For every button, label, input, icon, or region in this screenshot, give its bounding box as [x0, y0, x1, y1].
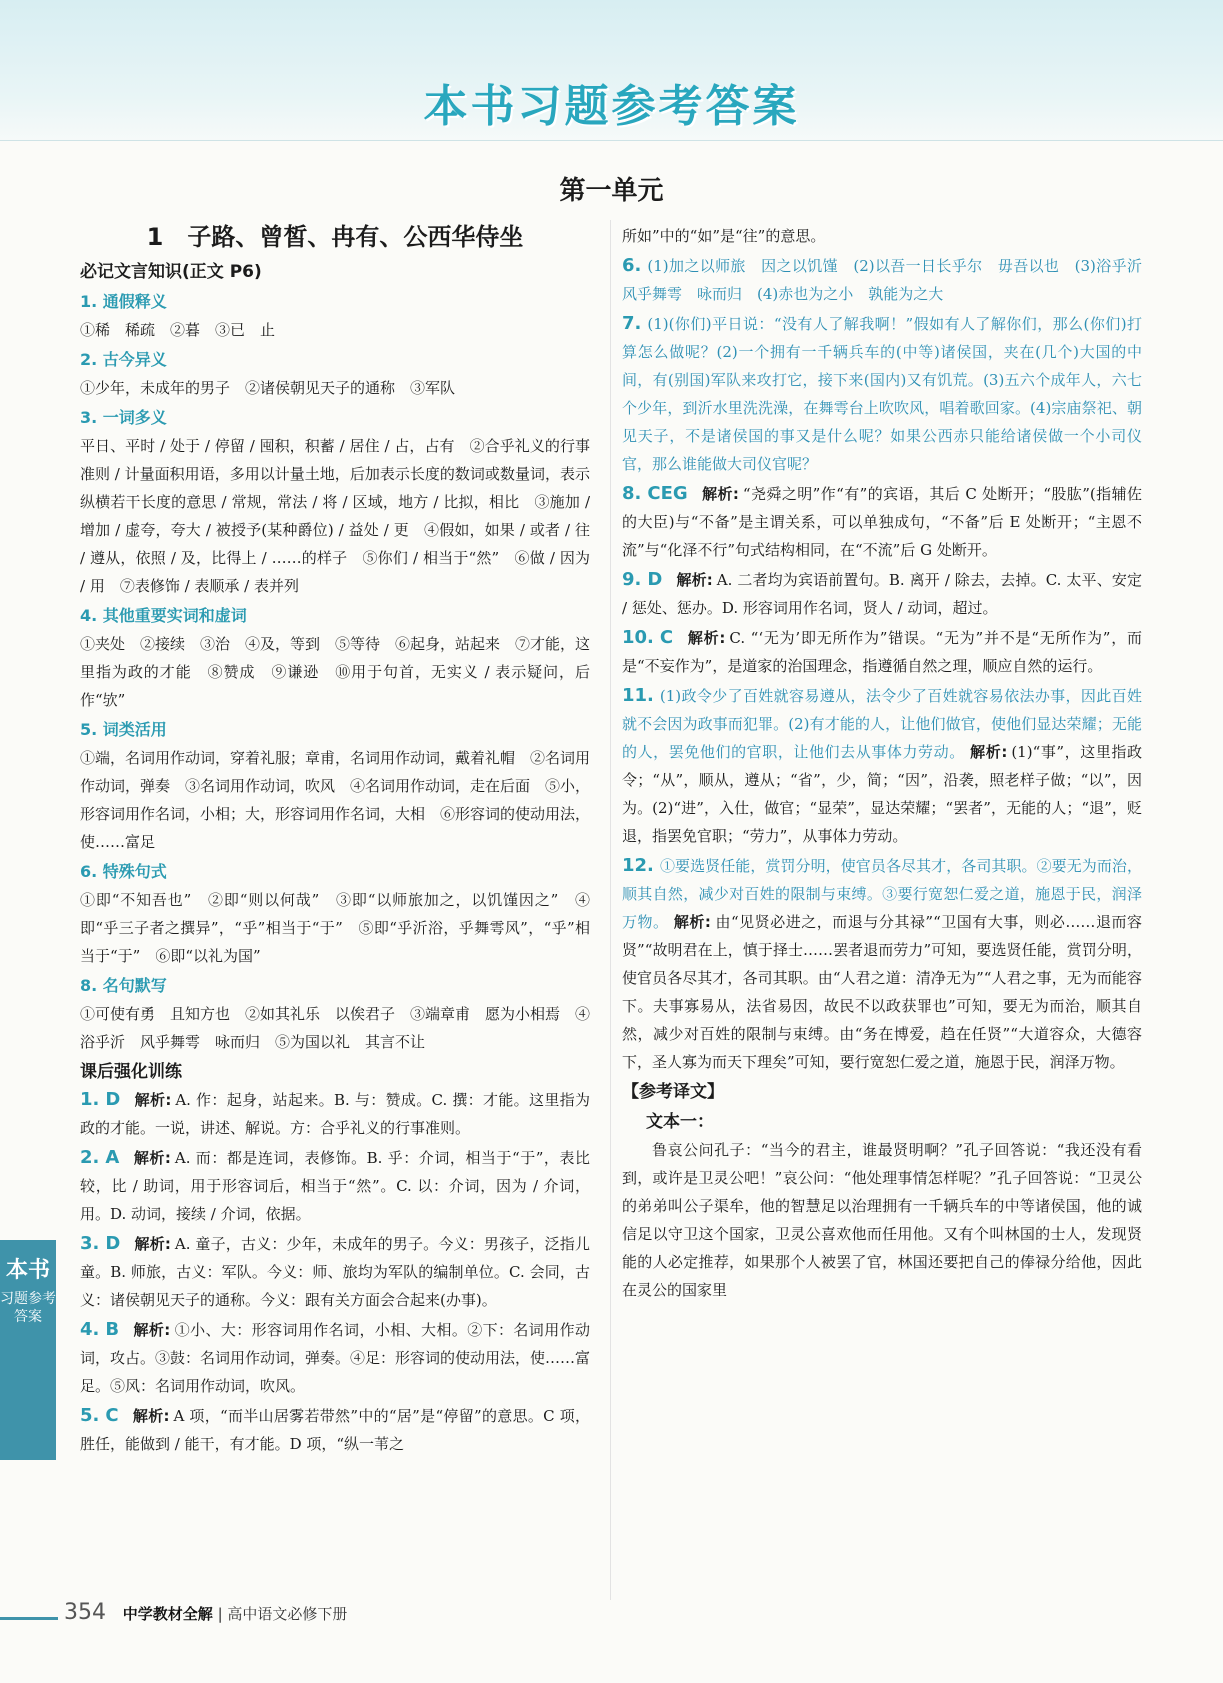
analysis-label: 解析:	[133, 1321, 171, 1339]
section-title: 3. 一词多义	[80, 408, 167, 427]
section-text: ①稀 稀疏 ②暮 ③已 止	[80, 321, 276, 339]
column-divider	[610, 220, 611, 1600]
answer-item	[622, 480, 1142, 564]
text-one-title: 文本一：	[646, 1112, 714, 1132]
analysis-text: “尧舜之明”作“有”的宾语，其后 C 处断开；“股肱”(指辅佐的大臣)与“不备”是主谓关系，可以单独成句，“不备”后 E 处断开；“主恩不流”与“化泽不行”句式结构相同，在“不流”后 G 处断开。	[622, 485, 1142, 559]
analysis-label: 解析:	[687, 629, 726, 647]
analysis-text: C. “‘无为’即无所作为”错误。“无为”并不是“无所作为”，而是“不妄作为”，是道家的治国理念，指遵循自然之理，顺应自然的运行。	[622, 629, 1142, 675]
answer-text: (1)(你们)平日说：“没有人了解我啊！”假如有人了解你们，那么(你们)打算怎么做呢？(2)一个拥有一千辆兵车的(中等)诸侯国，夹在(几个)大国的中间，有(别国)军队来攻打它，接下来(国内)又有饥荒。(3)五六个成年人，六七个少年，到沂水里洗洗澡，在舞雩台上吹吹风，唱着歌回家。(4)宗庙祭祀、朝见天子，不是诸侯国的事又是什么呢？如果公西赤只能给诸侯做一个小司仪官，那么谁能做大司仪官呢？	[622, 315, 1142, 473]
side-tab-subtitle: 习题参考答案	[0, 1291, 56, 1325]
lesson-title: 1 子路、曾皙、冉有、公西华侍坐	[146, 223, 524, 251]
answer-item	[80, 1230, 590, 1314]
knowledge-section	[80, 972, 590, 1056]
footer-separator: |	[217, 1605, 228, 1623]
question-number: 6.	[622, 255, 642, 276]
answer-letter: B	[105, 1319, 120, 1340]
question-number: 2.	[80, 1147, 100, 1168]
answer-text: (1)加之以师旅 因之以饥馑 (2)以吾一日长乎尔 毋吾以也 (3)浴乎沂 风乎舞雩 咏而归 (4)赤也为之小 孰能为之大	[622, 257, 1158, 303]
analysis-label: 解析:	[970, 743, 1008, 761]
section-title: 6. 特殊句式	[80, 862, 167, 881]
side-tab-title: 本书	[5, 1258, 50, 1283]
section-title: 8. 名句默写	[80, 976, 167, 995]
section-text: ①可使有勇 且知方也 ②如其礼乐 以俟君子 ③端章甫 愿为小相焉 ④浴乎沂 风乎舞雩 咏而归 ⑤为国以礼 其言不让	[80, 1005, 591, 1051]
answer-item	[622, 252, 1158, 308]
analysis-label: 解析:	[132, 1407, 170, 1425]
knowledge-section	[80, 346, 590, 402]
question-number: 7.	[622, 313, 642, 334]
book-name: 中学教材全解	[122, 1605, 213, 1623]
left-column	[80, 222, 590, 1460]
question-number: 10.	[622, 627, 654, 648]
answer-letter: D	[647, 569, 663, 590]
answer-item	[80, 1402, 590, 1458]
question-number: 3.	[80, 1233, 100, 1254]
section-text: 平日、平时 / 处于 / 停留 / 囤积，积蓄 / 居住 / 占，占有 ②合乎礼义的行事准则 / 计量面积用语，多用以计量土地，后加表示长度的数词或数量词，表示纵横若干长度的意思 / 常规，常法 / 将 / 区域，地方 / 比拟，相比 ③施加 / 增加 / 虚夸，夸大 / 被授予(某种爵位) / 益处 / 更 ④假如，如果 / 或者 / 往 / 遵从，依照 / 及，比得上 / ……的样子 ⑤你们 / 相当于“然” ⑥做 / 因为 / 用 ⑦表修饰 / 表顺承 / 表并列	[80, 437, 590, 595]
section-heading-training: 课后强化训练	[80, 1062, 182, 1082]
section-title: 4. 其他重要实词和虚词	[80, 606, 247, 625]
page-title: 本书习题参考答案	[423, 81, 800, 132]
section-text: ①即“不知吾也” ②即“则以何哉” ③即“以师旅加之，以饥馑因之” ④即“乎三子者之撰异”，“乎”相当于“于” ⑤即“乎沂浴，乎舞雩风”，“乎”相当于“于” ⑥即“以礼为国”	[80, 891, 590, 965]
question-number: 8.	[622, 483, 642, 504]
answer-letter: C	[659, 627, 674, 648]
analysis-text: A. 作：起身，站起来。B. 与：赞成。C. 撰：才能。这里指为政的才能。一说，讲述、解说。方：合乎礼义的行事准则。	[80, 1091, 590, 1137]
answer-item	[80, 1316, 590, 1400]
answer-letter: CEG	[647, 483, 688, 504]
knowledge-section	[80, 404, 590, 600]
question-number: 9.	[622, 569, 642, 590]
question-number: 11.	[622, 685, 654, 706]
section-title: 1. 通假释义	[80, 292, 167, 311]
translation-text: 鲁哀公问孔子：“当今的君主，谁最贤明啊？”孔子回答说：“我还没有看到，或许是卫灵公吧！”哀公问：“他处理事情怎样呢？”孔子回答说：“卫灵公的弟弟叫公子渠牟，他的智慧足以治理拥有一千辆兵车的中等诸侯国，他的诚信足以守卫这个国家，卫灵公喜欢他而任用他。又有个叫林国的士人，发现贤能的人必定推荐，如果那个人被罢了官，林国还要把自己的俸禄分给他，因此在灵公的国家里	[622, 1141, 1142, 1299]
answer-letter: D	[105, 1089, 121, 1110]
question-number: 12.	[622, 855, 654, 876]
section-text: ①夹处 ②接续 ③治 ④及，等到 ⑤等待 ⑥起身，站起来 ⑦才能，这里指为政的才能 ⑧赞成 ⑨谦逊 ⑩用于句首，无实义 / 表示疑问，后作“欤”	[80, 635, 591, 709]
continued-text: 所如”中的“如”是“往”的意思。	[622, 227, 826, 245]
reference-translation-title: 【参考译文】	[622, 1082, 724, 1102]
analysis-text: (1)“事”，这里指政令；“从”，顺从，遵从；“省”，少，简；“因”，沿袭，照老样子做；“以”，因为。(2)“进”，入仕，做官；“显荣”，显达荣耀；“罢者”，无能的人；“退”，贬退，指罢免官职；“劳力”，从事体力劳动。	[622, 743, 1142, 845]
knowledge-section	[80, 602, 590, 714]
answer-item	[80, 1144, 590, 1228]
section-heading-knowledge: 必记文言知识(正文 P6)	[80, 262, 262, 282]
question-number: 1.	[80, 1089, 100, 1110]
analysis-label: 解析:	[134, 1235, 171, 1253]
analysis-text: A. 二者均为宾语前置句。B. 离开 / 除去，去掉。C. 太平、安定 / 惩处、惩办。D. 形容词用作名词，贤人 / 动词，超过。	[622, 571, 1143, 617]
knowledge-section	[80, 858, 590, 970]
analysis-text: ①小、大：形容词用作名词，小相、大相。②下：名词用作动词，攻占。③鼓：名词用作动词，弹奏。④足：形容词的使动用法，使……富足。⑤风：名词用作动词，吹风。	[80, 1321, 591, 1395]
footer-line	[0, 1617, 58, 1620]
answer-item	[622, 852, 1142, 1076]
section-title: 5. 词类活用	[80, 720, 167, 739]
analysis-label: 解析:	[134, 1091, 172, 1109]
answer-item	[622, 624, 1142, 680]
answer-letter: A	[105, 1147, 120, 1168]
question-number: 4.	[80, 1319, 100, 1340]
question-number: 5.	[80, 1405, 100, 1426]
section-text: ①端，名词用作动词，穿着礼服；章甫，名词用作动词，戴着礼帽 ②名词用作动词，弹奏 ③名词用作动词，吹风 ④名词用作动词，走在后面 ⑤小，形容词用作名词，小相；大，形容词用作名词，大相 ⑥形容词的使动用法，使……富足	[80, 749, 591, 851]
footer	[64, 1600, 347, 1625]
header-banner	[0, 0, 1223, 141]
right-column	[622, 222, 1158, 1304]
answer-item	[622, 682, 1142, 850]
unit-title: 第一单元	[559, 176, 664, 206]
knowledge-section	[80, 716, 590, 856]
analysis-label: 解析:	[133, 1149, 171, 1167]
analysis-label: 解析:	[673, 913, 711, 931]
section-text: ①少年，未成年的男子 ②诸侯朝见天子的通称 ③军队	[80, 379, 456, 397]
answer-text: (1)政令少了百姓就容易遵从，法令少了百姓就容易依法办事，因此百姓就不会因为政事而犯罪。(2)有才能的人，让他们做官，使他们显达荣耀；无能的人，罢免他们的官职，让他们去从事体力劳动。	[622, 687, 1142, 761]
book-subtitle: 高中语文必修下册	[227, 1605, 348, 1623]
analysis-text: A. 而：都是连词，表修饰。B. 乎：介词，相当于“于”，表比较，比 / 助词，用于形容词后，相当于“然”。C. 以：介词，因为 / 介词，用。D. 动词，接续 / 介词，依据。	[80, 1149, 590, 1223]
knowledge-section	[80, 288, 590, 344]
answer-item	[80, 1086, 590, 1142]
page-number: 354	[64, 1600, 106, 1625]
analysis-label: 解析:	[676, 571, 713, 589]
side-tab	[0, 1240, 56, 1460]
analysis-label: 解析:	[701, 485, 739, 503]
analysis-text: A. 童子，古义：少年，未成年的男子。今义：男孩子，泛指儿童。B. 师旅，古义：军队。今义：师、旅均为军队的编制单位。C. 会同，古义：诸侯朝见天子的通称。今义：跟有关方面会合起来(办事)。	[80, 1235, 590, 1309]
analysis-text: A 项，“而半山居雾若带然”中的“居”是“停留”的意思。C 项，胜任，能做到 / 能干，有才能。D 项，“纵一苇之	[80, 1407, 591, 1453]
answer-letter: D	[105, 1233, 121, 1254]
answer-item	[622, 566, 1142, 622]
section-title: 2. 古今异义	[80, 350, 167, 369]
answer-item	[622, 310, 1142, 478]
answer-letter: C	[105, 1405, 119, 1426]
answer-text: ①要选贤任能，赏罚分明，使官员各尽其才，各司其职。②要无为而治，顺其自然，减少对百姓的限制与束缚。③要行宽恕仁爱之道，施恩于民，润泽万物。	[622, 857, 1142, 931]
analysis-text: 由“见贤必进之，而退与分其禄”“卫国有大事，则必……退而容贤”“故明君在上，慎于择士……罢者退而劳力”可知，要选贤任能，赏罚分明，使官员各尽其才，各司其职。由“人君之道：清净无为”“人君之事，无为而能容下。夫事寡易从，法省易因，故民不以政获罪也”可知，要无为而治，顺其自然，减少对百姓的限制与束缚。由“务在博爱，趋在任贤”“大道容众，大德容下，圣人寡为而天下理矣”可知，要行宽恕仁爱之道，施恩于民，润泽万物。	[622, 913, 1142, 1071]
